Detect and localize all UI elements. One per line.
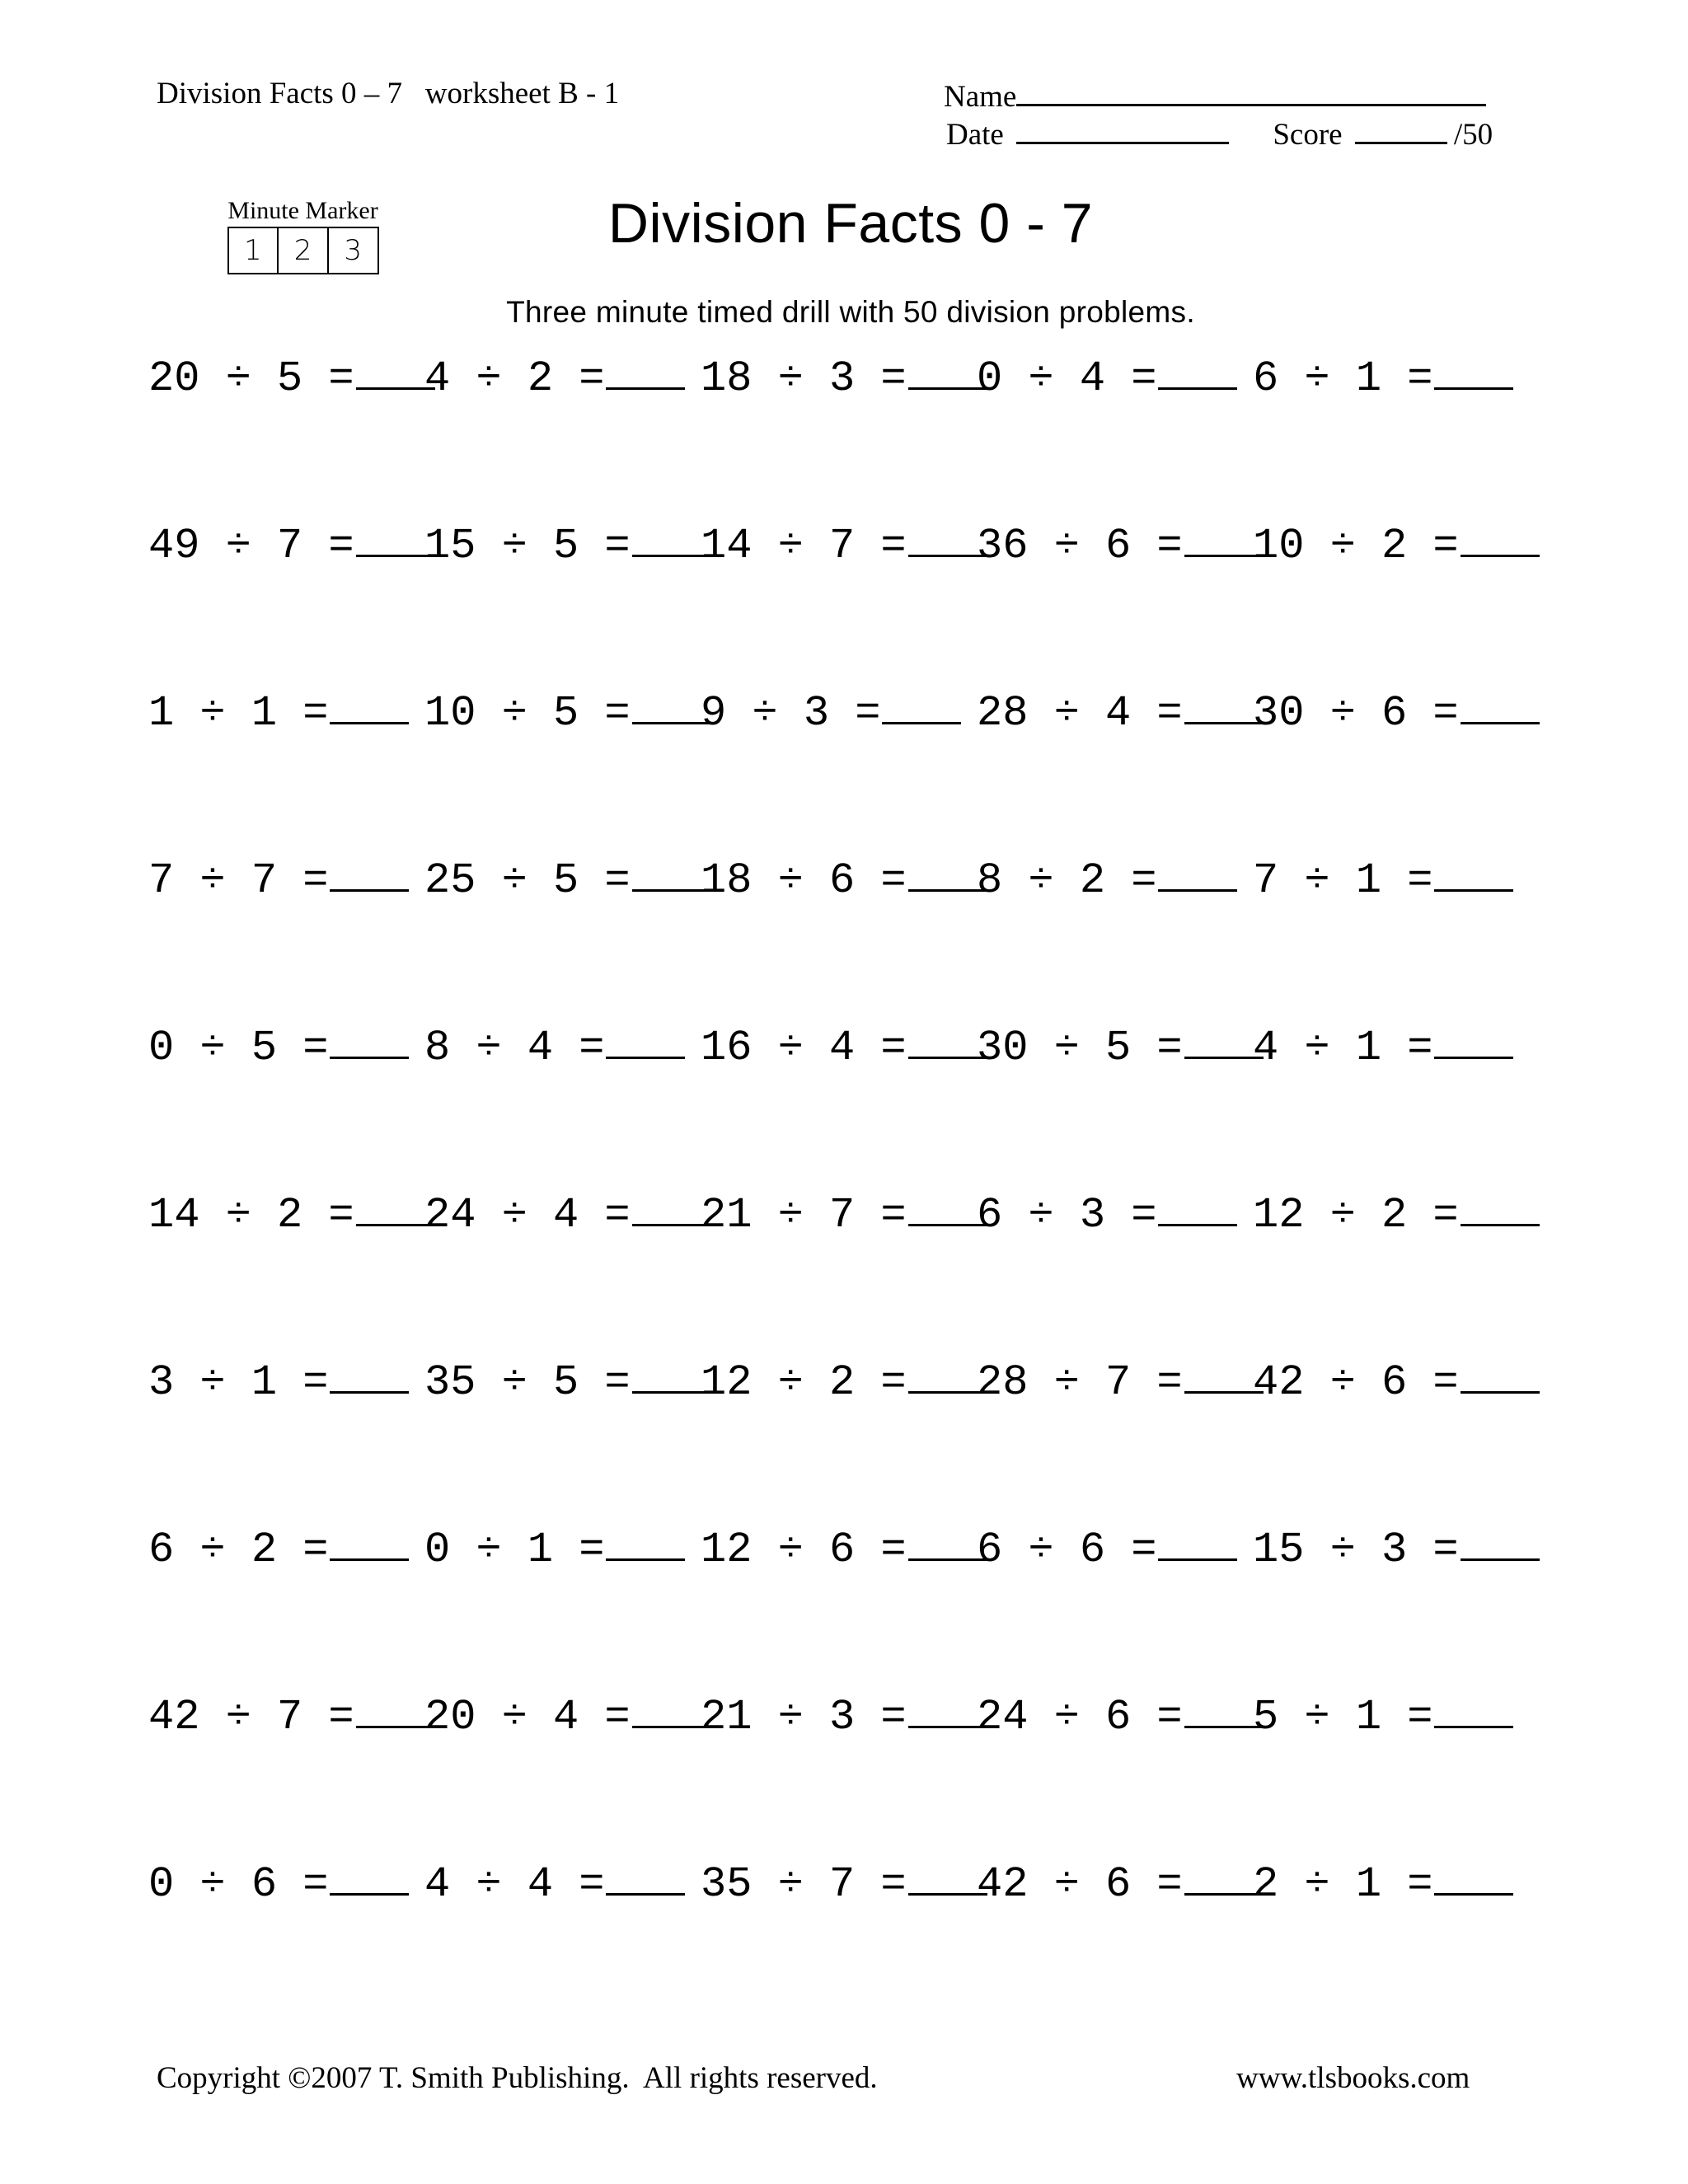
problem-expression: 4 ÷ 4 = — [424, 1860, 605, 1909]
division-problem — [424, 1183, 711, 1244]
division-problem — [977, 1852, 1264, 1914]
division-problem — [1253, 346, 1513, 408]
problem-expression: 21 ÷ 3 = — [701, 1693, 907, 1741]
division-problem — [701, 681, 961, 743]
division-problem — [1253, 681, 1540, 743]
division-problem — [424, 346, 685, 408]
problem-expression: 5 ÷ 1 = — [1253, 1693, 1433, 1741]
problem-expression: 49 ÷ 7 = — [148, 522, 354, 570]
answer-blank[interactable] — [908, 1350, 987, 1394]
division-problem — [148, 1183, 435, 1244]
answer-blank[interactable] — [1461, 1517, 1540, 1561]
problem-expression: 24 ÷ 6 = — [977, 1693, 1183, 1741]
answer-blank[interactable] — [330, 1350, 409, 1394]
answer-blank[interactable] — [1434, 848, 1513, 892]
answer-blank[interactable] — [1184, 513, 1264, 557]
problem-expression: 30 ÷ 6 = — [1253, 689, 1459, 738]
division-problem — [701, 513, 987, 575]
date-label: Date — [946, 118, 1004, 152]
division-problem — [1253, 1685, 1513, 1746]
division-problem — [1253, 1183, 1540, 1244]
problem-expression: 12 ÷ 2 = — [1253, 1191, 1459, 1240]
problem-row — [0, 1685, 1688, 1742]
answer-blank[interactable] — [908, 1517, 987, 1561]
problem-expression: 35 ÷ 5 = — [424, 1358, 631, 1407]
division-problem — [701, 1183, 987, 1244]
problem-expression: 35 ÷ 7 = — [701, 1860, 907, 1909]
division-problem — [148, 681, 409, 743]
answer-blank[interactable] — [908, 1852, 987, 1896]
division-problem — [424, 848, 711, 910]
answer-blank[interactable] — [1434, 1015, 1513, 1059]
problem-row — [0, 346, 1688, 404]
problem-expression: 21 ÷ 7 = — [701, 1191, 907, 1240]
division-problem — [148, 848, 409, 910]
answer-blank[interactable] — [908, 848, 987, 892]
problem-row — [0, 1015, 1688, 1073]
copyright-notice: Copyright ©2007 T. Smith Publishing. All rights reserved. — [157, 2061, 878, 2095]
problem-expression: 6 ÷ 2 = — [148, 1526, 329, 1574]
answer-blank[interactable] — [1434, 1852, 1513, 1896]
answer-blank[interactable] — [908, 346, 987, 390]
problem-expression: 30 ÷ 5 = — [977, 1024, 1183, 1072]
problem-row — [0, 1350, 1688, 1408]
division-problem — [701, 1685, 987, 1746]
answer-blank[interactable] — [1461, 1350, 1540, 1394]
answer-blank[interactable] — [1158, 1517, 1237, 1561]
problem-expression: 0 ÷ 1 = — [424, 1526, 605, 1574]
problem-expression: 25 ÷ 5 = — [424, 856, 631, 905]
division-problem — [977, 1183, 1237, 1244]
minute-marker-cell[interactable]: 3 — [327, 228, 377, 273]
problem-expression: 15 ÷ 3 = — [1253, 1526, 1459, 1574]
division-problem — [701, 1015, 987, 1077]
problem-expression: 6 ÷ 3 = — [977, 1191, 1157, 1240]
division-problem — [424, 513, 711, 575]
division-problem — [977, 1350, 1264, 1412]
problem-expression: 20 ÷ 4 = — [424, 1693, 631, 1741]
problem-row — [0, 848, 1688, 906]
problem-expression: 3 ÷ 1 = — [148, 1358, 329, 1407]
answer-blank[interactable] — [356, 346, 435, 390]
answer-blank[interactable] — [330, 1517, 409, 1561]
problem-expression: 0 ÷ 5 = — [148, 1024, 329, 1072]
problem-expression: 1 ÷ 1 = — [148, 689, 329, 738]
division-problem — [424, 1852, 685, 1914]
answer-blank[interactable] — [632, 1183, 711, 1226]
worksheet-label: Division Facts 0 – 7 worksheet B - 1 — [157, 77, 620, 110]
problem-expression: 8 ÷ 4 = — [424, 1024, 605, 1072]
problem-expression: 18 ÷ 6 = — [701, 856, 907, 905]
answer-blank[interactable] — [882, 681, 961, 724]
answer-blank[interactable] — [606, 1852, 685, 1896]
answer-blank[interactable] — [908, 513, 987, 557]
division-problem — [977, 1685, 1264, 1746]
problem-expression: 28 ÷ 7 = — [977, 1358, 1183, 1407]
answer-blank[interactable] — [908, 1183, 987, 1226]
division-problem — [977, 1517, 1237, 1579]
answer-blank[interactable] — [606, 346, 685, 390]
division-problem — [148, 346, 435, 408]
answer-blank[interactable] — [632, 681, 711, 724]
answer-blank[interactable] — [1434, 1685, 1513, 1728]
division-problem — [424, 1015, 685, 1077]
division-problem — [148, 1350, 409, 1412]
problem-expression: 20 ÷ 5 = — [148, 354, 354, 403]
answer-blank[interactable] — [632, 513, 711, 557]
answer-blank[interactable] — [632, 1685, 711, 1728]
minute-marker-cell[interactable]: 1 — [244, 234, 262, 267]
division-problem — [1253, 848, 1513, 910]
problem-expression: 10 ÷ 5 = — [424, 689, 631, 738]
answer-blank[interactable] — [1158, 1183, 1237, 1226]
problem-expression: 8 ÷ 2 = — [977, 856, 1157, 905]
division-problem — [148, 1852, 409, 1914]
division-problem — [424, 1517, 685, 1579]
answer-blank[interactable] — [330, 848, 409, 892]
answer-blank[interactable] — [632, 1350, 711, 1394]
division-problem — [977, 1015, 1264, 1077]
problem-row — [0, 1517, 1688, 1575]
answer-blank[interactable] — [1184, 1852, 1264, 1896]
problem-expression: 36 ÷ 6 = — [977, 522, 1183, 570]
answer-blank[interactable] — [1158, 848, 1237, 892]
problem-expression: 4 ÷ 1 = — [1253, 1024, 1433, 1072]
answer-blank[interactable] — [908, 1015, 987, 1059]
answer-blank[interactable] — [1158, 346, 1237, 390]
division-problem — [424, 1685, 711, 1746]
problem-expression: 6 ÷ 6 = — [977, 1526, 1157, 1574]
answer-blank[interactable] — [632, 848, 711, 892]
minute-marker-cell[interactable]: 2 — [277, 228, 327, 273]
answer-blank[interactable] — [1184, 1685, 1264, 1728]
problem-expression: 2 ÷ 1 = — [1253, 1860, 1433, 1909]
answer-blank[interactable] — [1184, 1350, 1264, 1394]
answer-blank[interactable] — [330, 1852, 409, 1896]
division-problem — [1253, 1015, 1513, 1077]
problem-expression: 7 ÷ 1 = — [1253, 856, 1433, 905]
problem-expression: 42 ÷ 7 = — [148, 1693, 354, 1741]
division-problem — [148, 1015, 409, 1077]
answer-blank[interactable] — [908, 1685, 987, 1728]
answer-blank[interactable] — [606, 1517, 685, 1561]
division-problem — [1253, 1350, 1540, 1412]
answer-blank[interactable] — [356, 513, 435, 557]
name-label: Name — [944, 80, 1017, 114]
division-problem — [1253, 1852, 1513, 1914]
problem-expression: 6 ÷ 1 = — [1253, 354, 1433, 403]
problem-expression: 42 ÷ 6 = — [1253, 1358, 1459, 1407]
page-subtitle: Three minute timed drill with 50 division problems. — [506, 295, 1195, 329]
problem-expression: 14 ÷ 7 = — [701, 522, 907, 570]
problem-expression: 16 ÷ 4 = — [701, 1024, 907, 1072]
score-total: /50 — [1453, 118, 1493, 152]
problem-row — [0, 1852, 1688, 1910]
problem-expression: 12 ÷ 6 = — [701, 1526, 907, 1574]
problem-expression: 9 ÷ 3 = — [701, 689, 881, 738]
answer-blank[interactable] — [356, 1183, 435, 1226]
division-problem — [701, 1852, 987, 1914]
website-link[interactable]: www.tlsbooks.com — [1236, 2061, 1470, 2095]
division-problem — [977, 681, 1264, 743]
answer-blank[interactable] — [606, 1015, 685, 1059]
division-problem — [977, 513, 1264, 575]
division-problem — [148, 1517, 409, 1579]
problem-expression: 14 ÷ 2 = — [148, 1191, 354, 1240]
problem-row — [0, 681, 1688, 738]
answer-blank[interactable] — [1461, 681, 1540, 724]
answer-blank[interactable] — [356, 1685, 435, 1728]
problem-expression: 42 ÷ 6 = — [977, 1860, 1183, 1909]
division-problem — [1253, 1517, 1540, 1579]
problem-expression: 0 ÷ 4 = — [977, 354, 1157, 403]
problem-expression: 12 ÷ 2 = — [701, 1358, 907, 1407]
problem-expression: 0 ÷ 6 = — [148, 1860, 329, 1909]
answer-blank[interactable] — [1184, 1015, 1264, 1059]
division-problem — [424, 681, 711, 743]
problem-expression: 7 ÷ 7 = — [148, 856, 329, 905]
division-problem — [977, 346, 1237, 408]
problem-expression: 24 ÷ 4 = — [424, 1191, 631, 1240]
division-problem — [701, 848, 987, 910]
page-title: Division Facts 0 - 7 — [607, 192, 1094, 255]
problem-expression: 4 ÷ 2 = — [424, 354, 605, 403]
problem-expression: 28 ÷ 4 = — [977, 689, 1183, 738]
minute-marker-label: Minute Marker — [227, 197, 378, 224]
division-problem — [701, 1350, 987, 1412]
problem-row — [0, 1183, 1688, 1240]
answer-blank[interactable] — [1461, 513, 1540, 557]
division-problem — [424, 1350, 711, 1412]
answer-blank[interactable] — [330, 1015, 409, 1059]
division-problem — [148, 1685, 435, 1746]
score-label: Score — [1273, 118, 1343, 152]
problem-expression: 10 ÷ 2 = — [1253, 522, 1459, 570]
division-problem — [701, 1517, 987, 1579]
division-problem — [977, 848, 1237, 910]
division-problem — [148, 513, 435, 575]
problem-expression: 15 ÷ 5 = — [424, 522, 631, 570]
problem-row — [0, 513, 1688, 571]
division-problem — [1253, 513, 1540, 575]
answer-blank[interactable] — [1434, 346, 1513, 390]
answer-blank[interactable] — [1461, 1183, 1540, 1226]
problem-expression: 18 ÷ 3 = — [701, 354, 907, 403]
answer-blank[interactable] — [1184, 681, 1264, 724]
answer-blank[interactable] — [330, 681, 409, 724]
division-problem — [701, 346, 987, 408]
